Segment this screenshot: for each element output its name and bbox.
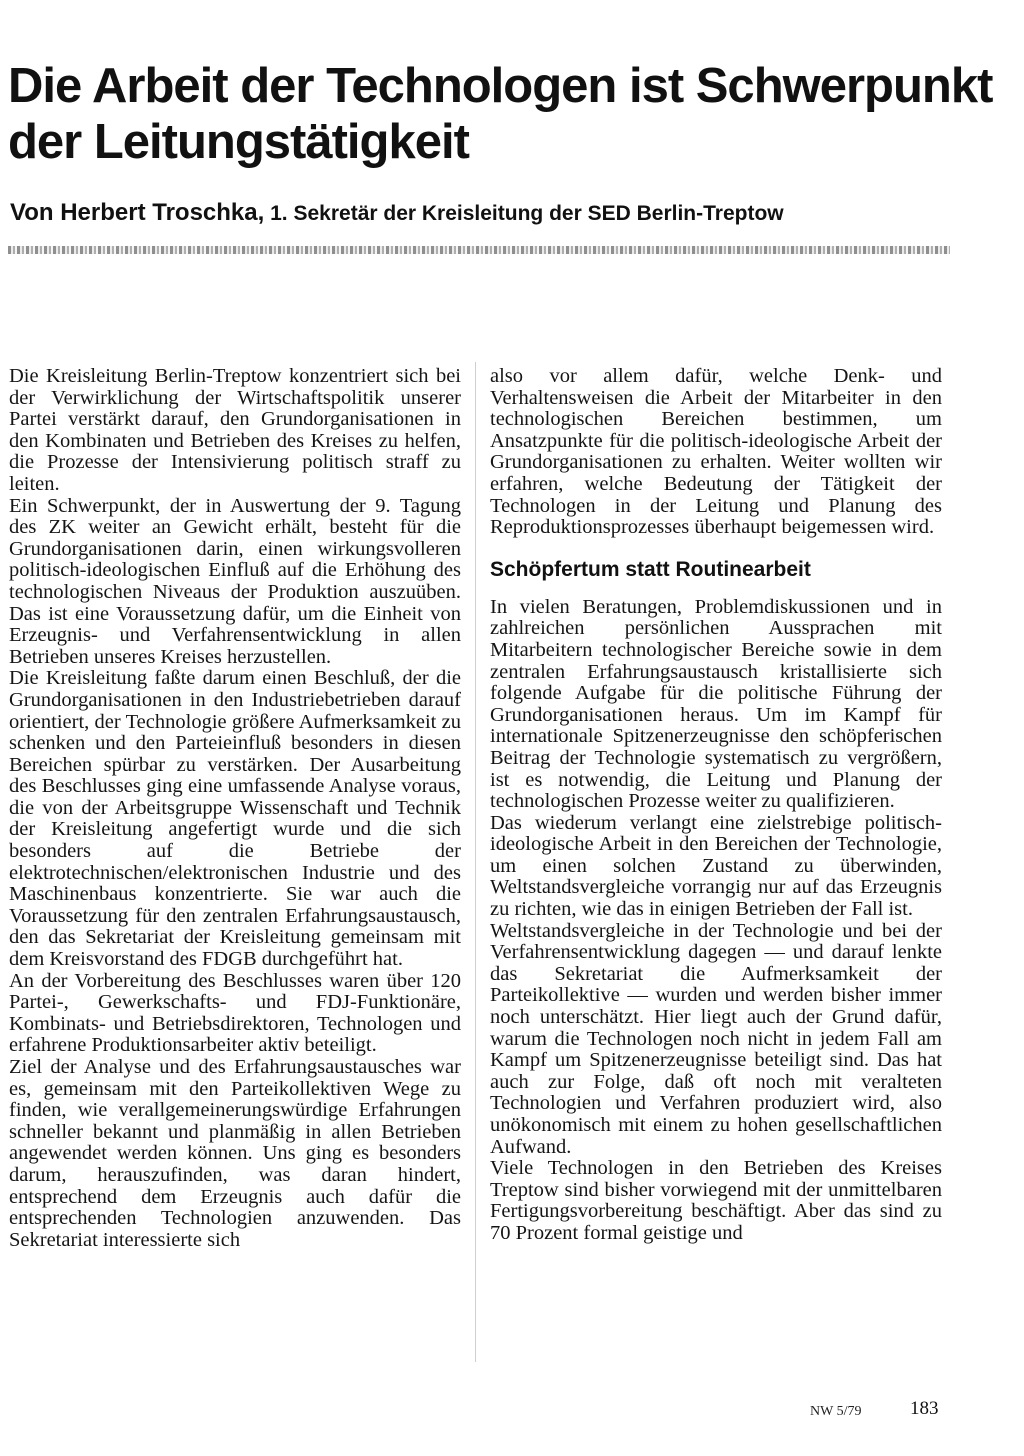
paragraph: Ziel der Analyse und des Erfahrungsaustausches war es, gemeinsam mit den Parteikollektiven Wege zu finden, wie verallgemeinerungswürdige Erfahrungen schneller bekannt und planmäßig in allen Betrieben angewendet werden können. Uns ging es besonders darum, herauszufinden, was daran hindert, entsprechend dem Erzeugnis auch dafür die entsprechenden Technologien anzuwenden. Das Sekretariat interessierte sich [9,1056,461,1251]
paragraph: Die Kreisleitung faßte darum einen Beschluß, der die Grundorganisationen in den Industriebetrieben darauf orientiert, der Technologie größere Aufmerksamkeit zu schenken und den Parteieinfluß besonders in diesen Bereichen spürbar zu verstärken. Der Ausarbeitung des Beschlusses ging eine umfassende Analyse voraus, die von der Arbeitsgruppe Wissenschaft und Technik der Kreisleitung angefertigt wurde und die sich besonders auf die Betriebe der elektrotechnischen/elektronischen Industrie und des Maschinenbaus konzentrierte. Sie war auch die Voraussetzung für den zentralen Erfahrungsaustausch, den das Sekretariat der Kreisleitung gemeinsam mit dem Kreisvorstand des FDGB durchgeführt hat. [9,667,461,971]
paragraph: Die Kreisleitung Berlin-Treptow konzentriert sich bei der Verwirklichung der Wirtschaftspolitik unserer Partei verstärkt darauf, den Grundorganisationen in den Kombinaten und Betrieben des Kreises zu helfen, die Prozesse der Intensivierung politisch straff zu leiten. [9,365,461,495]
article-byline [10,196,1010,231]
paragraph: also vor allem dafür, welche Denk- und Verhaltensweisen die Arbeit der Mitarbeiter in den technologischen Bereichen bestimmen, um Ansatzpunkte für die politisch-ideologische Arbeit der Grundorganisationen zu erhalten. Weiter wollten wir erfahren, welche Bedeutung der Tätigkeit der Technologen in der Leitung und Planung des Reproduktionsprozesses überhaupt beigemessen wird. [490,365,942,539]
byline-author: Von Herbert Troschka, [10,199,265,226]
journal-reference: NW 5/79 [810,1404,862,1419]
right-column [490,366,942,1245]
article-title: Die Arbeit der Technologen ist Schwerpunkt der Leitungstätigkeit [8,59,993,169]
left-column [9,366,461,1251]
paragraph: In vielen Beratungen, Problemdiskussionen und in zahlreichen persönlichen Aussprachen mit Mitarbeitern technologischer Bereiche sowie in dem zentralen Erfahrungsaustausch kristallisierte sich folgende Aufgabe für die politische Führung der Grundorganisationen heraus. Um im Kampf für internationale Spitzenerzeugnisse den schöpferischen Beitrag der Technologie systematisch zu vergrößern, ist es notwendig, die Leitung und Planung der technologischen Prozesse weiter zu qualifizieren. [490,595,942,813]
page-number: 183 [910,1398,939,1419]
paragraph: An der Vorbereitung des Beschlusses waren über 120 Partei-, Gewerkschafts- und FDJ-Funktionäre, Kombinats- und Betriebsdirektoren, Technologen und erfahrene Produktionsarbeiter aktiv beteiligt. [9,969,461,1057]
column-divider [475,362,476,1362]
paragraph: Weltstandsvergleiche in der Technologie und bei der Verfahrensentwicklung dagegen — und darauf lenkte das Sekretariat die Aufmerksamkeit der Parteikollektive — wurden und werden bisher immer noch unterschätzt. Hier liegt auch der Grund dafür, warum die Technologen noch nicht in jedem Fall am Kampf um Spitzenerzeugnisse beteiligt sind. Das hat auch zur Folge, daß oft noch mit veralteten Technologien und Verfahren produziert wird, also unökonomisch mit einem zu hohen gesellschaftlichen Aufwand. [490,919,942,1158]
paragraph: Viele Technologen in den Betrieben des Kreises Treptow sind bisher vorwiegend mit der unmittelbaren Fertigungsvorbereitung beschäftigt. Aber das sind zu 70 Prozent formal geistige und [490,1157,942,1244]
paragraph: Das wiederum verlangt eine zielstrebige politisch-ideologische Arbeit in den Bereichen der Technologie, um einen solchen Zustand zu überwinden, Weltstandsvergleiche vorrangig nur auf das Erzeugnis zu richten, wie das in einigen Betrieben der Fall ist. [490,811,942,921]
section-heading: Schöpfertum statt Routinearbeit [490,557,811,581]
title-divider-rule [8,246,950,254]
paragraph: Ein Schwerpunkt, der in Auswertung der 9. Tagung des ZK weiter an Gewicht erhält, besteht für die Grundorganisationen darin, einen wirkungsvolleren politisch-ideologischen Einfluß auf die Erhöhung des technologischen Niveaus der Produktion auszuüben. Das ist eine Voraussetzung dafür, um die Einheit von Erzeugnis- und Verfahrensentwicklung in allen Betrieben unseres Kreises herzustellen. [9,494,461,668]
byline-role: 1. Sekretär der Kreisleitung der SED Berlin-Treptow [264,202,784,225]
